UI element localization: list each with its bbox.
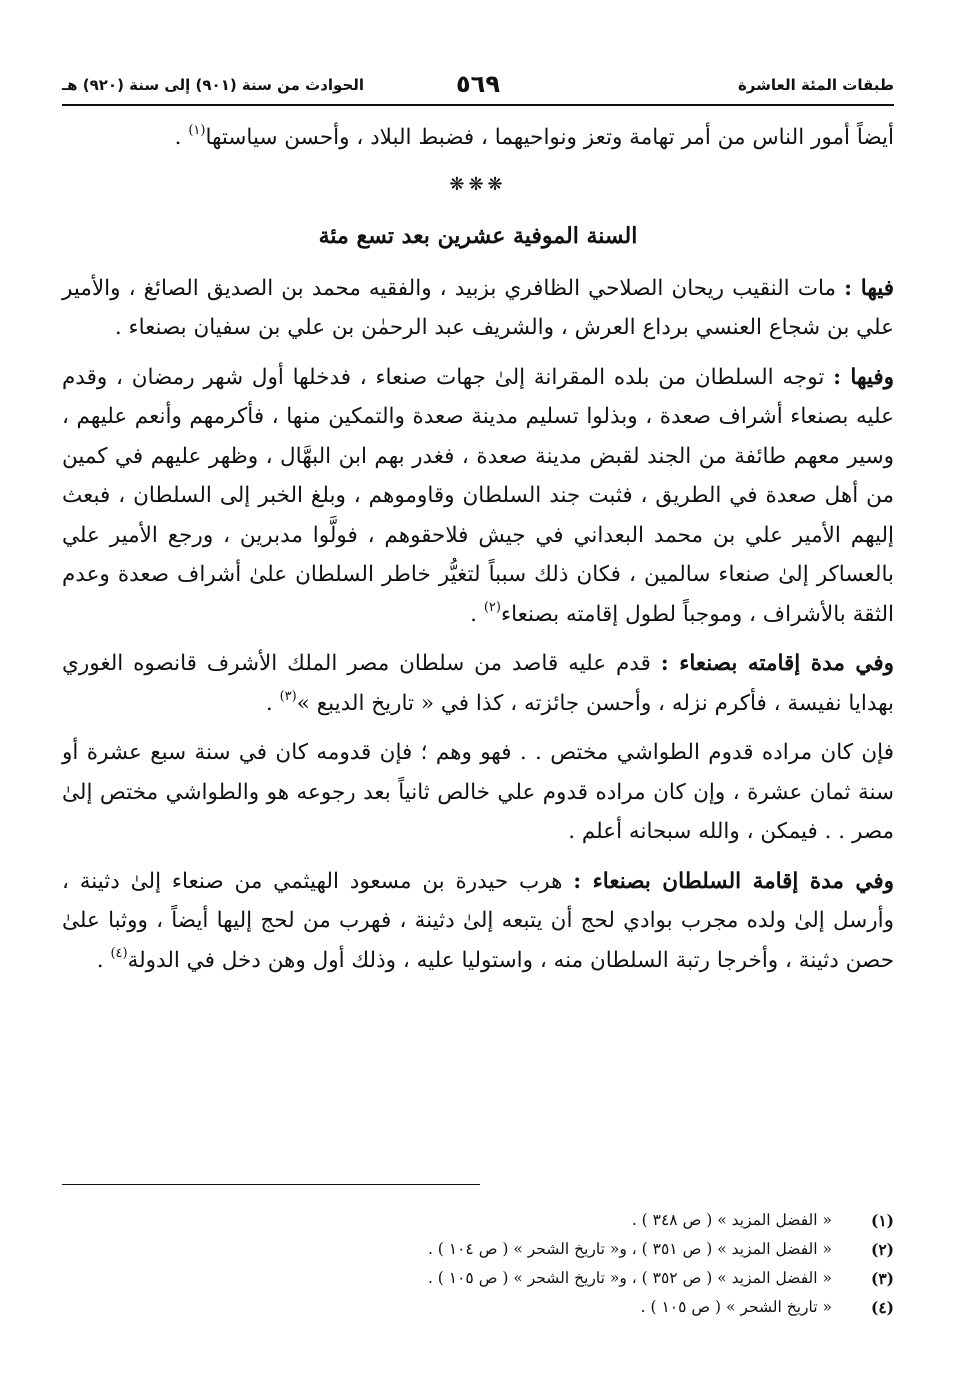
- footnote: [62, 1206, 894, 1235]
- paragraph: [62, 733, 894, 852]
- page-number: ٥٦٩: [456, 70, 500, 98]
- running-header: [62, 66, 894, 102]
- intro-paragraph: [62, 118, 894, 158]
- footnote-number: (٣): [870, 1269, 894, 1288]
- footnote-text: « الفضل المزيد » ( ص ٣٤٨ ) .: [631, 1211, 832, 1229]
- footnote: [62, 1264, 894, 1293]
- footnote-number: (١): [870, 1211, 894, 1230]
- footnote: [62, 1235, 894, 1264]
- footnote-ref[interactable]: (١): [188, 123, 206, 138]
- year-heading: السنة الموفية عشرين بعد تسع مئة: [318, 222, 638, 249]
- header-divider: [62, 104, 894, 106]
- paragraph: [62, 644, 894, 723]
- section-range: الحوادث من سنة (٩٠١) إلى سنة (٩٢٠) هـ: [62, 76, 365, 94]
- paragraph-end: .: [265, 690, 280, 716]
- paragraph-text: مات النقيب ريحان الصلاحي الظافري بزبيد ، والفقيه محمد بن الصديق الصائغ ، والأمير علي بن شجاع العنسي برداع العرش ، والشريف عبد الرحمٰن بن علي بن سفيان بصنعاء .: [62, 275, 894, 340]
- footnote-text: « الفضل المزيد » ( ص ٣٥١ ) ، و« تاريخ الشحر » ( ص ١٠٤ ) .: [427, 1240, 832, 1258]
- paragraph-lead: وفي مدة إقامته بصنعاء :: [660, 651, 894, 676]
- footnote: [62, 1293, 894, 1322]
- main-text: [62, 118, 894, 990]
- paragraph-text: فإن كان مراده قدوم الطواشي مختص . . فهو وهم ؛ فإن قدومه كان في سنة سبع عشرة أو سنة ثمان عشرة ، وإن كان مراده قدوم علي خالص ثانياً بعد رجوعه هو والطواشي مختص إلىٰ مصر . . فيمكن ، والله سبحانه أعلم .: [62, 740, 894, 844]
- footnote-text: « الفضل المزيد » ( ص ٣٥٢ ) ، و« تاريخ الشحر » ( ص ١٠٥ ) .: [427, 1269, 832, 1287]
- section-separator: ❋❋❋: [449, 173, 507, 195]
- footnote-ref[interactable]: (٣): [279, 688, 297, 704]
- paragraph-end: .: [96, 947, 111, 973]
- intro-text: أيضاً أمور الناس من أمر تهامة وتعز ونواحيهما ، فضبط البلاد ، وأحسن سياستها: [205, 125, 894, 150]
- paragraph-text: توجه السلطان من بلده المقرانة إلىٰ جهات صنعاء ، فدخلها أول شهر رمضان ، وقدم عليه بصنعاء أشراف صعدة ، وبذلوا تسليم مدينة صعدة والتمكين منها ، فأكرمهم وأنعم عليهم ، وسير معهم طائفة من الجند لقبض مدينة صعدة ، فغدر بهم ابن البهَّال ، وظهر عليهم في كمين من أهل صعدة في الطريق ، فثبت جند السلطان وقاوموهم ، وبلغ الخبر إلى السلطان ، فبعث إليهم الأمير علي بن محمد البعداني في جيش فلاحقوهم ، فولَّوا مدبرين ، ورجع الأمير علي بالعساكر إلىٰ صنعاء سالمين ، فكان ذلك سبباً لتغيُّر خاطر السلطان علىٰ أشراف صعدة وعدم الثقة بالأشراف ، وموجباً لطول إقامته بصنعاء: [62, 364, 894, 627]
- paragraph-end: .: [470, 601, 484, 627]
- footnote-ref[interactable]: (٢): [483, 599, 501, 615]
- footnote-text: « تاريخ الشحر » ( ص ١٠٥ ) .: [640, 1298, 832, 1316]
- paragraph-lead: وفيها :: [833, 364, 895, 390]
- paragraph-text: قدم عليه قاصد من سلطان مصر الملك الأشرف قانصوه الغوري بهدايا نفيسة ، فأكرم نزله ، وأحسن جائزته ، كذا في « تاريخ الديبع »: [62, 651, 894, 716]
- paragraph-lead: فيها :: [844, 275, 894, 301]
- footnotes: [62, 1206, 894, 1322]
- paragraph: [62, 358, 894, 635]
- intro-end: .: [174, 125, 189, 150]
- footnote-divider: [62, 1184, 480, 1185]
- paragraph: [62, 862, 894, 981]
- paragraph: [62, 269, 894, 348]
- book-title: طبقات المئة العاشرة: [737, 76, 894, 94]
- paragraph-lead: وفي مدة إقامة السلطان بصنعاء :: [573, 868, 894, 894]
- footnote-number: (٢): [870, 1240, 894, 1259]
- paragraph-text: هرب حيدرة بن مسعود الهيثمي من صنعاء إلىٰ دثينة ، وأرسل إلىٰ ولده مجرب بوادي لحج أن يتبعه إلىٰ دثينة ، فهرب من لحج إليها أيضاً ، ووثبا علىٰ حصن دثينة ، وأخرجا رتبة السلطان منه ، واستوليا عليه ، وذلك أول وهن دخل في الدولة: [62, 868, 894, 973]
- footnote-number: (٤): [870, 1298, 894, 1317]
- footnote-ref[interactable]: (٤): [110, 945, 128, 961]
